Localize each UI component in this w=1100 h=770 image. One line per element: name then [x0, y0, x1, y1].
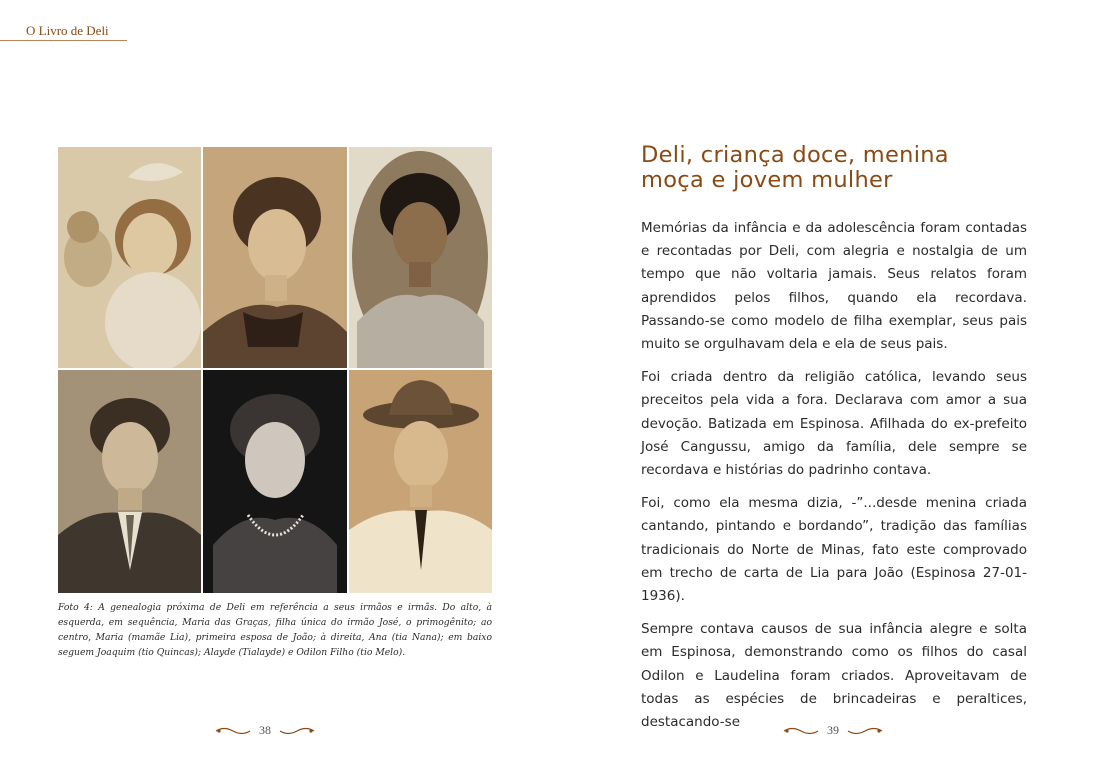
chapter-title-line1: Deli, criança doce, menina: [641, 142, 949, 168]
page-number-left: [215, 723, 315, 738]
page-number-left-label: 38: [259, 723, 271, 737]
paragraph: Memórias da infância e da adolescência foram contadas e recontadas por Deli, com alegria e nostalgia de um tempo que não voltaria jamais. Seus relatos foram aprendidos pelos filhos, quando ela recordava. Passando-se como modelo de filha exemplar, seus pais muito se orgulhavam dela e ela de seus pais.: [641, 220, 1027, 353]
photo-girl-with-doll: [58, 147, 201, 368]
photo-grid: [58, 147, 492, 593]
photo-alayde: [203, 370, 347, 593]
paragraph: Foi, como ela mesma dizia, -”...desde menina criada cantando, pintando e bordando”, tradição das famílias tradicionais do Norte de Minas, fato este comprovado em trecho de carta de Lia para João (Espinosa 27-01-1936).: [641, 495, 1027, 605]
page-number-right: [783, 723, 883, 738]
figure-caption: Foto 4: A genealogia próxima de Deli em referência a seus irmãos e irmãs. Do alto, à esquerda, em sequência, Maria das Graças, filha única do irmão José, o primogênito; ao centro, Maria (mamãe Lia), primeira esposa de João; à direita, Ana (tia Nana); em baixo seguem Joaquim (tio Quincas); Alayde (Tialayde) e Odilon Filho (tio Melo).: [58, 602, 492, 658]
photo-joaquim: [58, 370, 201, 593]
running-head: O Livro de Deli: [26, 23, 109, 38]
body-text: [641, 217, 1027, 744]
flourish-right-icon: [279, 726, 315, 736]
photo-maria-das-gracas: [203, 147, 347, 368]
flourish-right-icon: [847, 726, 883, 736]
photo-ana-oval-portrait: [349, 147, 492, 368]
paragraph: Sempre contava causos de sua infância alegre e solta em Espinosa, demonstrando como os filhos do casal Odilon e Laudelina foram criados. Aproveitavam de todas as espécies de brincadeiras e peraltices, destacando-se: [641, 621, 1027, 731]
flourish-left-icon: [215, 726, 251, 736]
flourish-left-icon: [783, 726, 819, 736]
photo-odilon-filho: [349, 370, 492, 593]
paragraph: Foi criada dentro da religião católica, levando seus preceitos pela vida a fora. Declarava com amor a sua devoção. Batizada em Espinosa. Afilhada do ex-prefeito José Cangussu, amigo da família, dele sempre se recordava e histórias do padrinho contava.: [641, 369, 1027, 479]
chapter-title-line2: moça e jovem mulher: [641, 167, 893, 193]
header-rule: [0, 40, 127, 41]
page-number-right-label: 39: [827, 723, 839, 737]
chapter-title: [641, 143, 1041, 193]
